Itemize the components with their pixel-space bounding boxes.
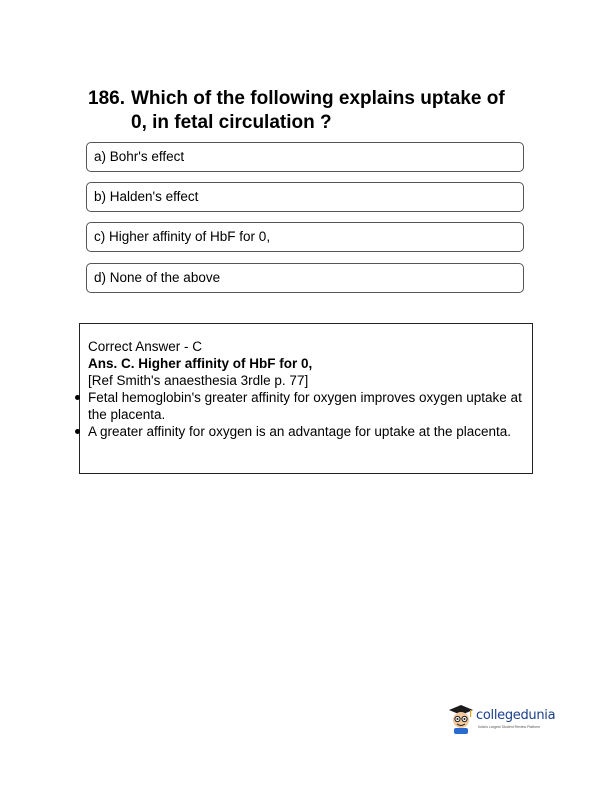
graduate-mascot-icon [448,703,474,735]
question-number: 186. [88,88,125,109]
answer-explanation-box [79,323,533,474]
explanation-bullet-1 [88,389,524,423]
logo-tagline: India's Largest Student Review Platform [478,725,541,729]
option-c[interactable]: c) Higher affinity of HbF for 0, [86,222,524,252]
bullet-text: Fetal hemoglobin's greater affinity for oxygen improves oxygen uptake at the placenta. [88,390,522,422]
question-heading [88,87,548,135]
question-text-line2: 0, in fetal circulation ? [131,112,332,133]
explanation-bullet-2 [88,423,524,440]
correct-answer-text: Correct Answer - C [88,339,203,354]
answer-title: Ans. C. Higher affinity of HbF for 0, [88,356,313,371]
option-b[interactable]: b) Halden's effect [86,182,524,212]
bullet-dot-icon [75,429,80,434]
collegedunia-logo [448,703,556,739]
logo-brand-text: collegedunia [476,708,556,723]
bullet-dot-icon [75,395,80,400]
reference-text: [Ref Smith's anaesthesia 3rdle p. 77] [88,373,309,388]
question-text-line1: Which of the following explains uptake of [131,88,505,109]
option-a[interactable]: a) Bohr's effect [86,142,524,172]
option-d[interactable]: d) None of the above [86,263,524,293]
bullet-text: A greater affinity for oxygen is an advantage for uptake at the placenta. [88,424,512,439]
